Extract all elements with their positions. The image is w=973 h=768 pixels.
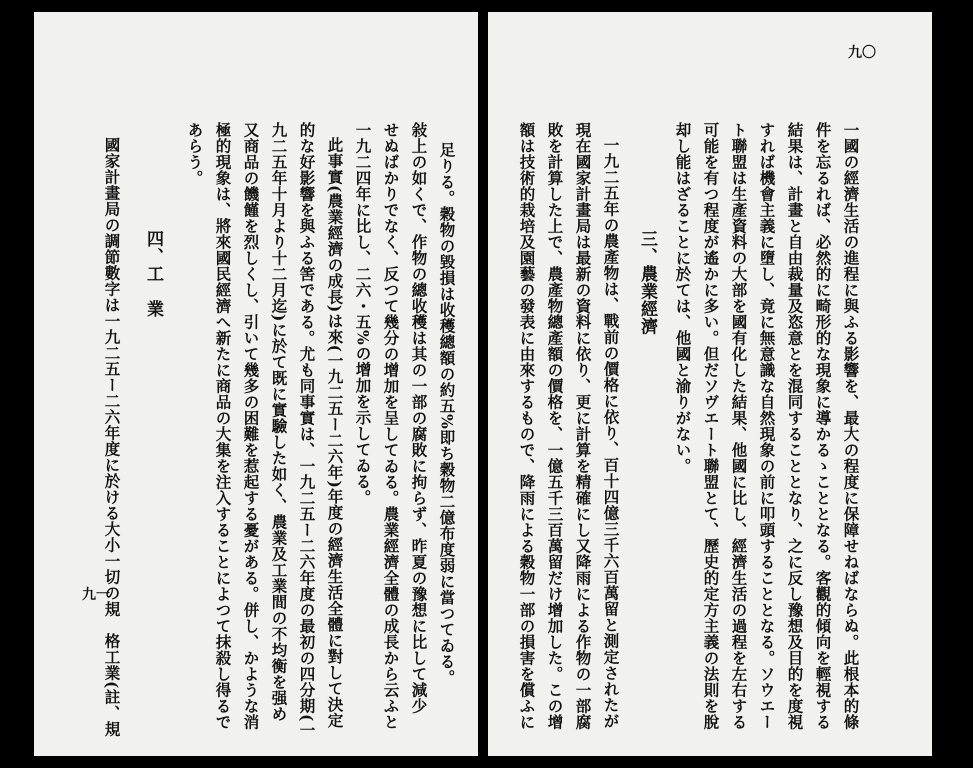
text-line: 却し能はざることに於ては、他國と渝りがない。 (673, 122, 693, 474)
section-heading: 四、工 業 (143, 230, 163, 318)
text-line: 國家計畫局の調節數字は一九二五ー二六年度に於ける大小一切の規 格工業(註、規 (102, 137, 122, 737)
text-line: 的な好影響を與ふる筈である。尤も同事實は、一九二五ー二六年度の最初の四分期(一 (297, 122, 317, 738)
text-line: ト聯盟は生產資料の大部を國有化した結果、他國に比し、經濟生活の過程を左右する (729, 122, 749, 730)
text-line: 一九二四年に比し、二六・五%の增加を示してゐる。 (353, 122, 373, 506)
text-line: 敗を計算した上で、農產物總產額の價格を、一億五千三百萬留だけ增加した。この增 (545, 122, 565, 730)
text-line: 一國の經濟生活の進程に與ふる影響を、最大の程度に保障せねばならぬ。此根本的條 (841, 122, 861, 730)
text-line: 又商品の饑饉を烈しくし、引いて幾多の困難を惹起する憂がある。併し、かような消 (241, 122, 261, 730)
page-number: 九一 (82, 587, 110, 603)
page-90 (488, 12, 932, 756)
page-number: 九〇 (848, 45, 876, 61)
page-91 (34, 12, 478, 756)
text-line: 可能を有つ程度が遙かに多い。但だソヴエート聯盟とて、歷史的定方主義の法則を脫 (701, 122, 721, 730)
text-line: 足りる。穀物の毀損は收穫總額の約五%即ち穀物二億布度弱に當つてゐる。 (437, 142, 457, 686)
text-line: 額は技術的栽培及園藝の發表に由來するもので、降雨による穀物一部の損害を償ふに (517, 122, 537, 730)
section-heading: 三、農業經濟 (637, 230, 657, 335)
text-line: 結果は、計畫と自由裁量及恣意とを混同することとなり、之に反し豫想及目的を度視 (785, 122, 805, 730)
text-line: すれば機會主義に墮し、竟に無意識な自然現象の前に叩頭することとなる。ソウエー (757, 122, 777, 730)
text-line: 此事實(農業經濟の成長)は來(一九二五ー二六年)年度の經濟生活全體に對して決定 (325, 137, 345, 729)
text-line: 極的現象は、將來國民經濟へ新たに商品の大集を注入することによつて抹殺し得るで (213, 122, 233, 730)
text-line: あらう。 (185, 122, 205, 186)
text-line: 件を忘るれば、必然的に畸形的な現象に導かるゝこととなる。客觀的傾向を輕視する (813, 122, 833, 730)
book-gutter (478, 0, 488, 768)
text-line: 現在國家計畫局は最新の資料に依り、更に計算を精確にし又降雨による作物の一部腐 (573, 122, 593, 730)
text-line: 敍上の如くで、作物の總收穫は其の一部の腐敗に拘らず、昨夏の豫想に比して減少 (409, 122, 429, 714)
text-line: 九二五年十月より十二月迄)に於て既に實驗した如く、農業及工業間の不均衡を强め (269, 122, 289, 722)
text-line: せぬばかりでなく、反つて幾分の增加を呈してゐる。農業經濟全體の成長から云ふと (381, 122, 401, 730)
text-line: 一九二五年の農產物は、戰前の價格に依り、百十四億三千六百萬留と測定されたが (601, 137, 621, 729)
